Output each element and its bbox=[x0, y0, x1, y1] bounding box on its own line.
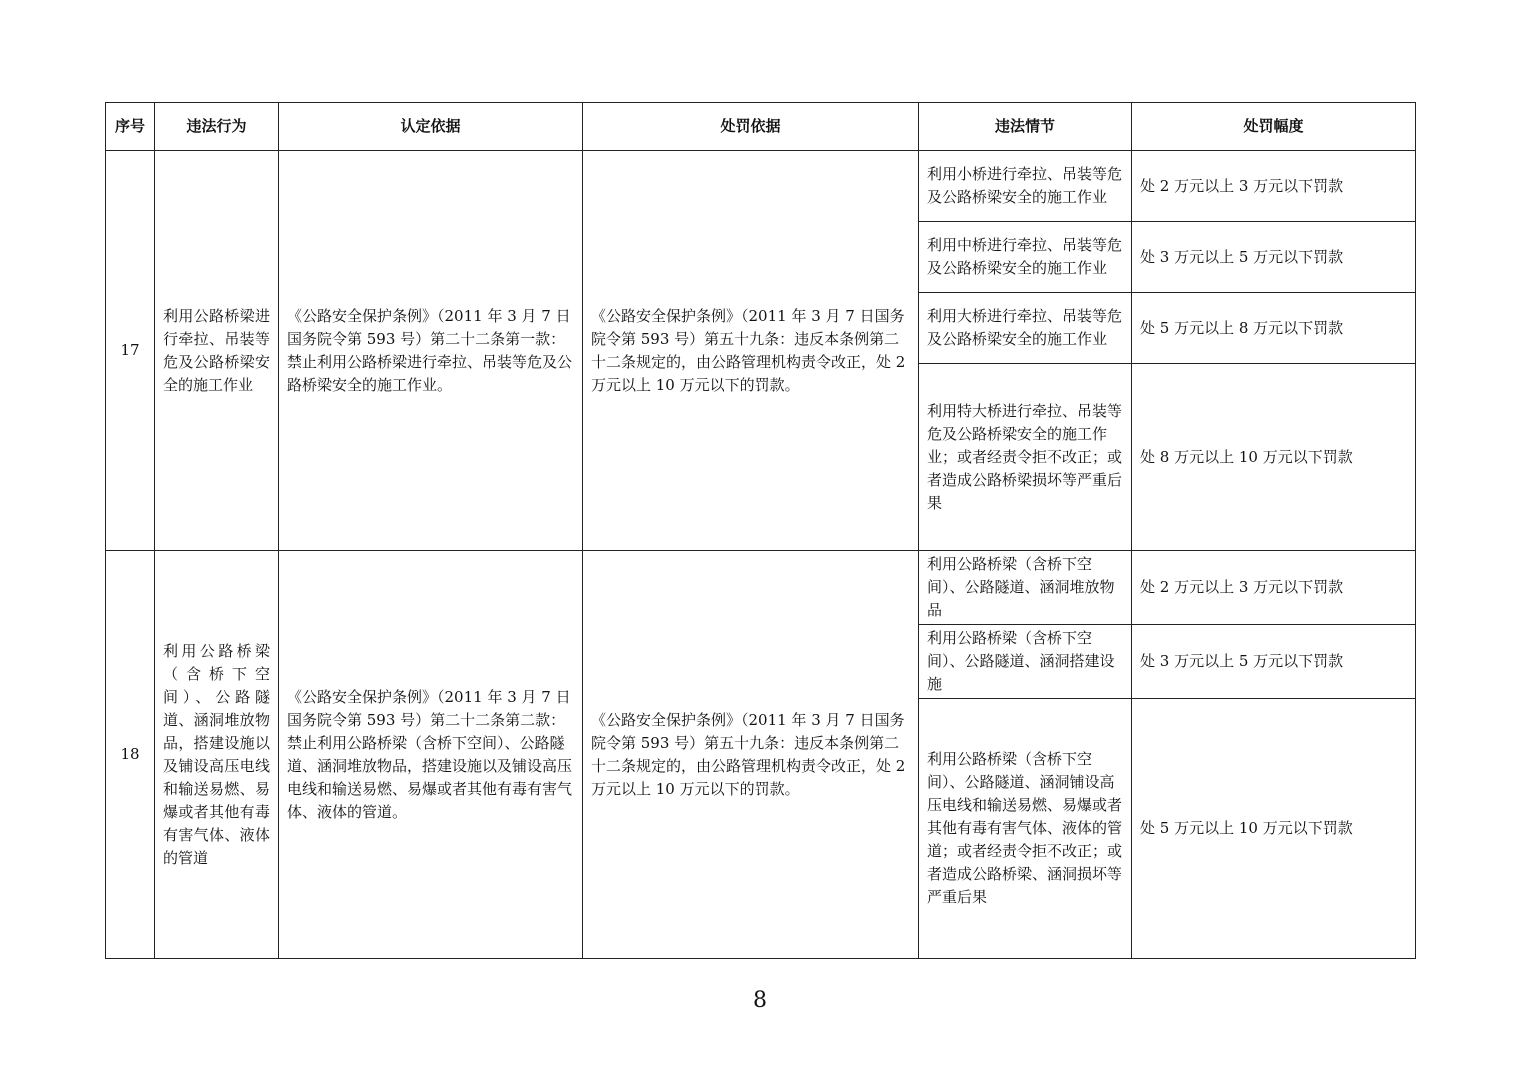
penalty-range-cell: 处 3 万元以上 5 万元以下罚款 bbox=[1132, 625, 1416, 699]
table-row bbox=[106, 151, 1416, 222]
header-basis: 认定依据 bbox=[279, 103, 583, 151]
header-seq: 序号 bbox=[106, 103, 155, 151]
penalty-range-cell: 处 5 万元以上 10 万元以下罚款 bbox=[1132, 699, 1416, 959]
violation-act-cell: 利用公路桥梁进行牵拉、吊装等危及公路桥梁安全的施工作业 bbox=[155, 151, 279, 551]
header-act: 违法行为 bbox=[155, 103, 279, 151]
penalty-range-cell: 处 2 万元以上 3 万元以下罚款 bbox=[1132, 551, 1416, 625]
penalty-basis-cell: 《公路安全保护条例》（2011 年 3 月 7 日国务院令第 593 号）第五十九条：违反本条例第二十二条规定的，由公路管理机构责令改正，处 2 万元以上 10 万元以下的罚款。 bbox=[583, 151, 919, 551]
header-circumstance: 违法情节 bbox=[919, 103, 1132, 151]
penalty-range-cell: 处 2 万元以上 3 万元以下罚款 bbox=[1132, 151, 1416, 222]
page-number: 8 bbox=[753, 988, 767, 1013]
circumstance-cell: 利用公路桥梁（含桥下空间）、公路隧道、涵洞堆放物品 bbox=[919, 551, 1132, 625]
seq-cell: 17 bbox=[106, 151, 155, 551]
header-penalty: 处罚依据 bbox=[583, 103, 919, 151]
legal-basis-cell: 《公路安全保护条例》（2011 年 3 月 7 日国务院令第 593 号）第二十二条第二款：禁止利用公路桥梁（含桥下空间）、公路隧道、涵洞堆放物品，搭建设施以及铺设高压电线和输送易燃、易爆或者其他有毒有害气体、液体的管道。 bbox=[279, 551, 583, 959]
circumstance-cell: 利用公路桥梁（含桥下空间）、公路隧道、涵洞搭建设施 bbox=[919, 625, 1132, 699]
penalty-range-cell: 处 5 万元以上 8 万元以下罚款 bbox=[1132, 293, 1416, 364]
circumstance-cell: 利用公路桥梁（含桥下空间）、公路隧道、涵洞铺设高压电线和输送易燃、易爆或者其他有毒有害气体、液体的管道；或者经责令拒不改正；或者造成公路桥梁、涵洞损坏等严重后果 bbox=[919, 699, 1132, 959]
circumstance-cell: 利用中桥进行牵拉、吊装等危及公路桥梁安全的施工作业 bbox=[919, 222, 1132, 293]
seq-cell: 18 bbox=[106, 551, 155, 959]
header-row bbox=[106, 103, 1416, 151]
circumstance-cell: 利用小桥进行牵拉、吊装等危及公路桥梁安全的施工作业 bbox=[919, 151, 1132, 222]
legal-basis-cell: 《公路安全保护条例》（2011 年 3 月 7 日国务院令第 593 号）第二十二条第一款：禁止利用公路桥梁进行牵拉、吊装等危及公路桥梁安全的施工作业。 bbox=[279, 151, 583, 551]
penalty-range-cell: 处 3 万元以上 5 万元以下罚款 bbox=[1132, 222, 1416, 293]
table-row bbox=[106, 551, 1416, 625]
violation-act-cell: 利用公路桥梁（含桥下空间）、公路隧道、涵洞堆放物品，搭建设施以及铺设高压电线和输送易燃、易爆或者其他有毒有害气体、液体的管道 bbox=[155, 551, 279, 959]
circumstance-cell: 利用大桥进行牵拉、吊装等危及公路桥梁安全的施工作业 bbox=[919, 293, 1132, 364]
header-range: 处罚幅度 bbox=[1132, 103, 1416, 151]
penalty-table bbox=[105, 102, 1416, 959]
penalty-basis-cell: 《公路安全保护条例》（2011 年 3 月 7 日国务院令第 593 号）第五十九条：违反本条例第二十二条规定的，由公路管理机构责令改正，处 2 万元以上 10 万元以下的罚款。 bbox=[583, 551, 919, 959]
circumstance-cell: 利用特大桥进行牵拉、吊装等危及公路桥梁安全的施工作业；或者经责令拒不改正；或者造成公路桥梁损坏等严重后果 bbox=[919, 364, 1132, 551]
penalty-range-cell: 处 8 万元以上 10 万元以下罚款 bbox=[1132, 364, 1416, 551]
